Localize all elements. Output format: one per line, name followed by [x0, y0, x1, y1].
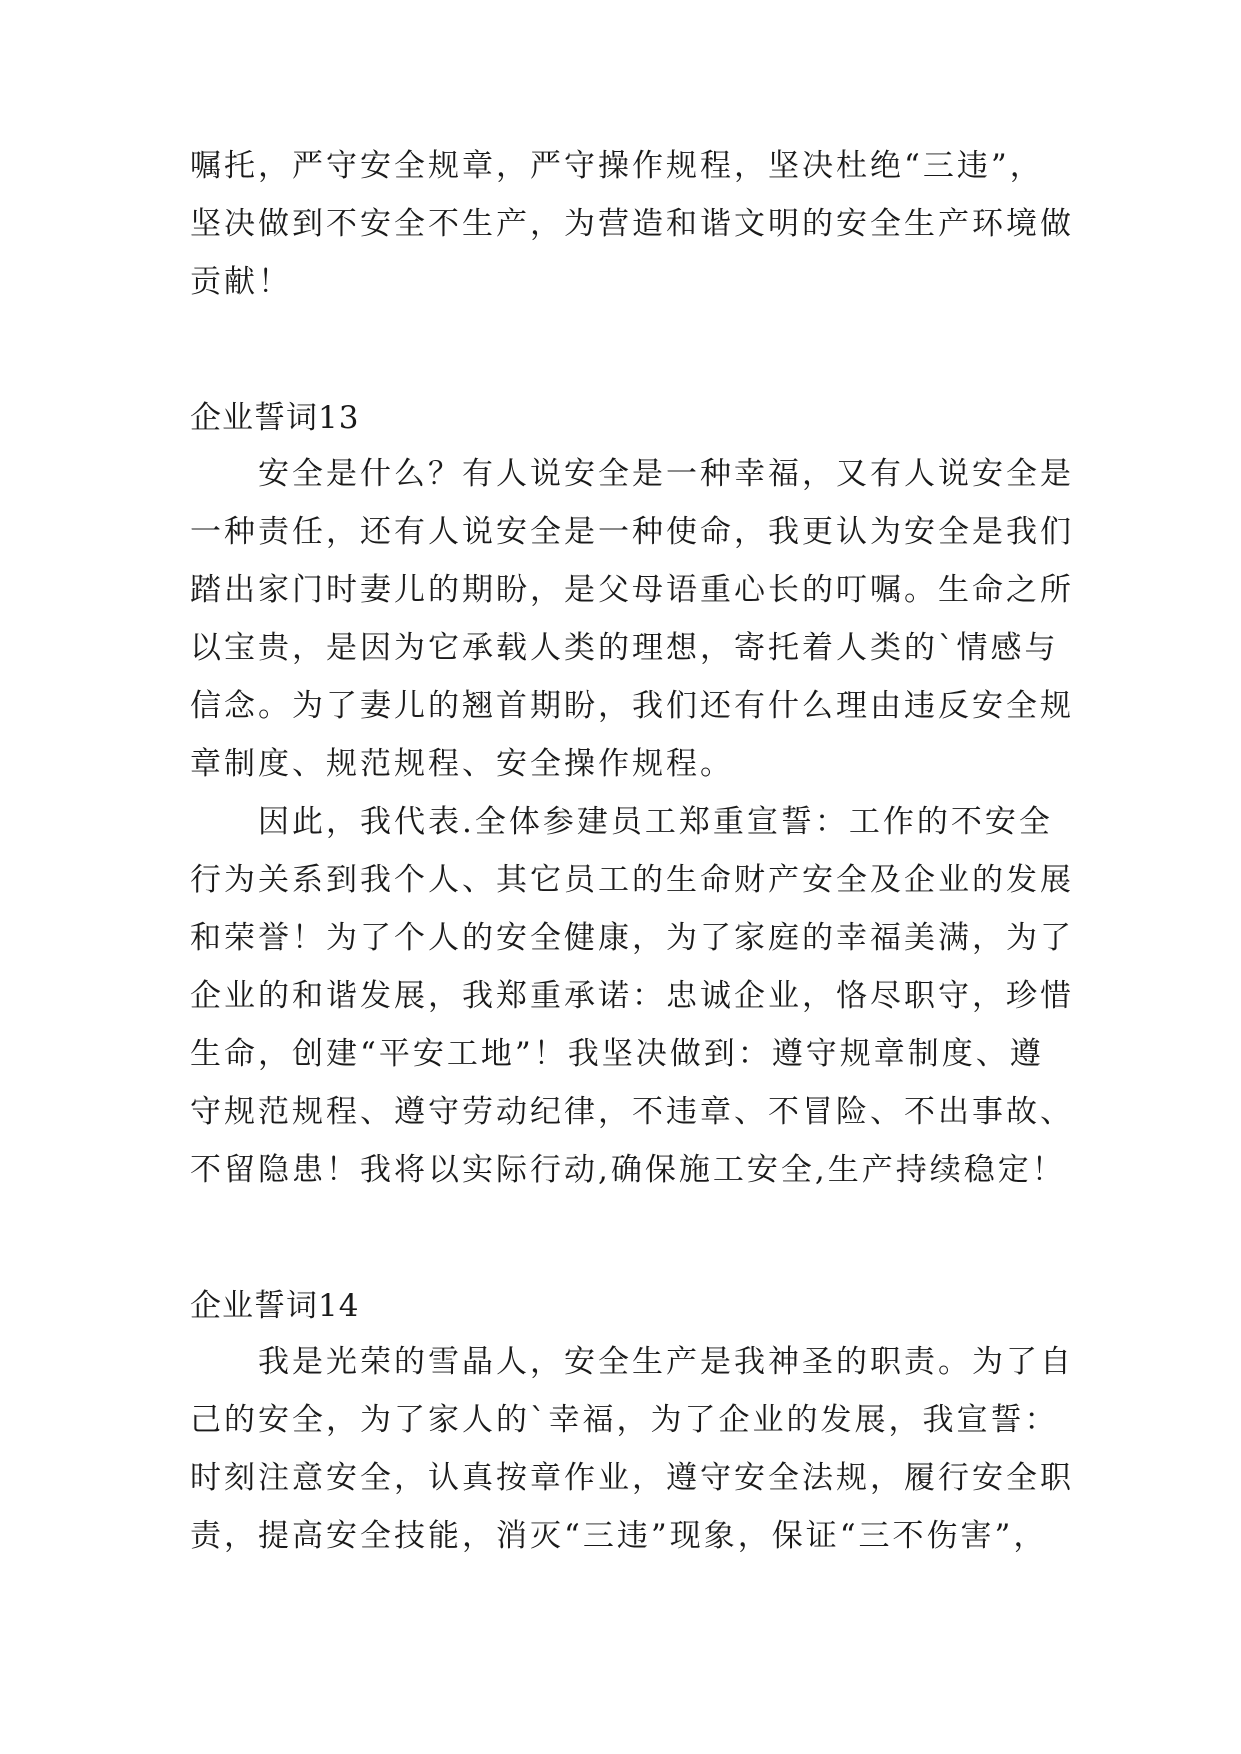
paragraph-line: 行为关系到我个人、其它员工的生命财产安全及企业的发展	[190, 862, 1074, 898]
paragraph-line: 嘱托，严守安全规章，严守操作规程，坚决杜绝“三违”，	[190, 148, 1044, 184]
paragraph-line: 责，提高安全技能，消灭“三违”现象，保证“三不伤害”，	[190, 1518, 1048, 1554]
paragraph-line: 坚决做到不安全不生产，为营造和谐文明的安全生产环境做	[190, 206, 1074, 242]
paragraph-line: 和荣誉！为了个人的安全健康，为了家庭的幸福美满，为了	[190, 920, 1074, 956]
paragraph-line: 章制度、规范规程、安全操作规程。	[190, 746, 734, 782]
paragraph-line: 贡献！	[190, 264, 292, 300]
paragraph-line: 一种责任，还有人说安全是一种使命，我更认为安全是我们	[190, 514, 1074, 550]
section-heading-13: 企业誓词13	[190, 400, 360, 436]
paragraph-line: 不留隐患！我将以实际行动,确保施工安全,生产持续稳定！	[190, 1152, 1066, 1188]
paragraph-line: 我是光荣的雪晶人，安全生产是我神圣的职责。为了自	[190, 1344, 1074, 1380]
paragraph-line: 安全是什么？有人说安全是一种幸福，又有人说安全是	[190, 456, 1074, 492]
paragraph-line: 守规范规程、遵守劳动纪律，不违章、不冒险、不出事故、	[190, 1094, 1074, 1130]
paragraph-line: 以宝贵，是因为它承载人类的理想，寄托着人类的`情感与	[190, 630, 1059, 666]
paragraph-line: 企业的和谐发展，我郑重承诺：忠诚企业，恪尽职守，珍惜	[190, 978, 1074, 1014]
paragraph-line: 踏出家门时妻儿的期盼，是父母语重心长的叮嘱。生命之所	[190, 572, 1074, 608]
paragraph-line: 因此，我代表.全体参建员工郑重宣誓：工作的不安全	[190, 804, 1053, 840]
section-heading-14: 企业誓词14	[190, 1288, 360, 1324]
paragraph-line: 生命，创建“平安工地”！我坚决做到：遵守规章制度、遵	[190, 1036, 1044, 1072]
paragraph-line: 时刻注意安全，认真按章作业，遵守安全法规，履行安全职	[190, 1460, 1074, 1496]
paragraph-line: 己的安全，为了家人的`幸福，为了企业的发展，我宣誓：	[190, 1402, 1059, 1438]
paragraph-line: 信念。为了妻儿的翘首期盼，我们还有什么理由违反安全规	[190, 688, 1074, 724]
